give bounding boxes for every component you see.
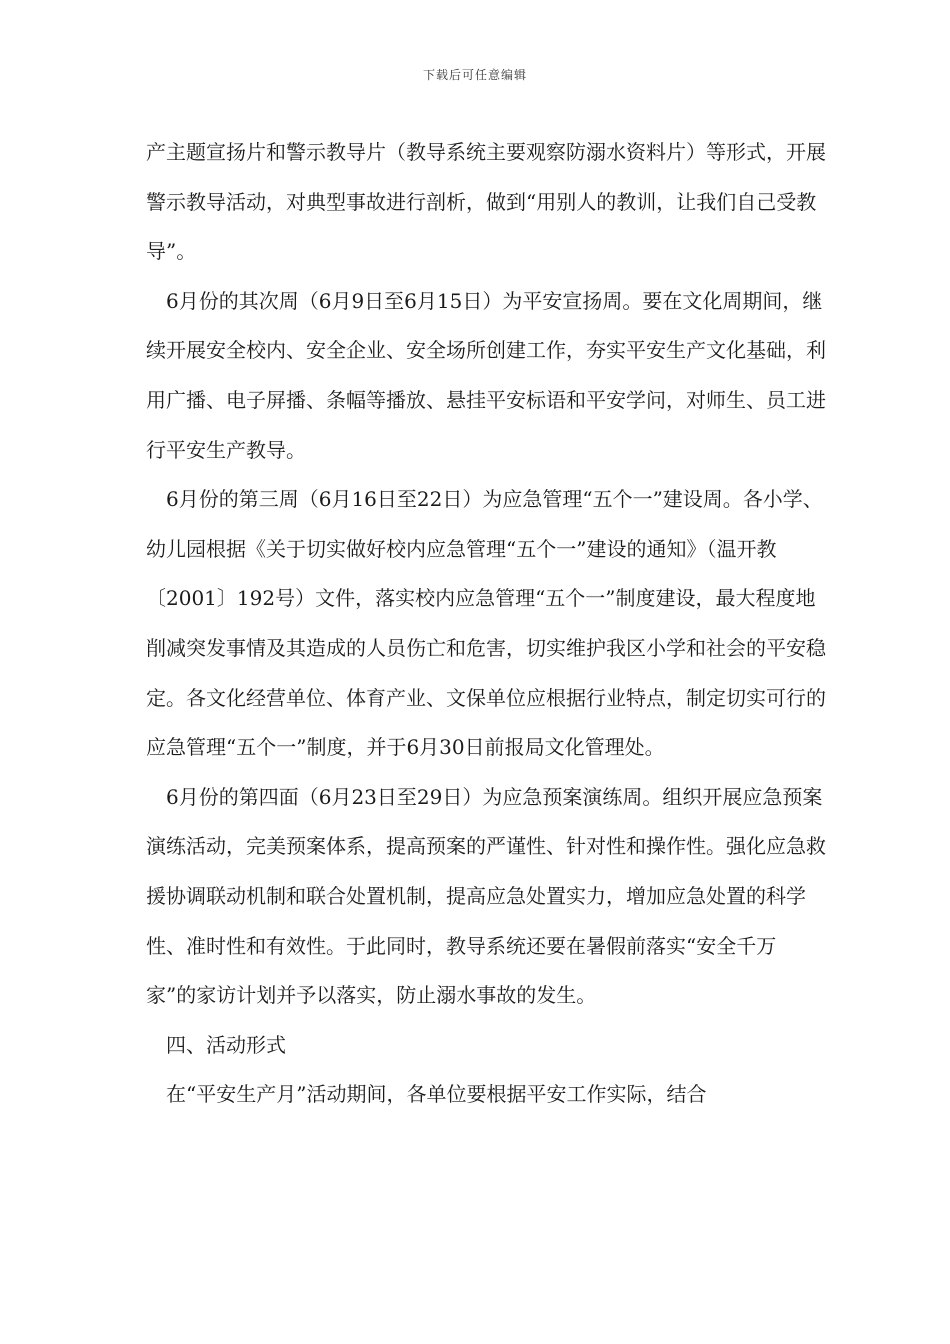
paragraph-2: 6月份的其次周（6月9日至6月15日）为平安宣扬周。要在文化周期间，继续开展安全校内、安全企业、安全场所创建工作，夯实平安生产文化基础，利用广播、电子屏播、条幅等播放、悬挂平安标语和平安学问，对师生、员工进行平安生产教导。 (146, 288, 826, 462)
paragraph-3: 6月份的第三周（6月16日至22日）为应急管理“五个一”建设周。各小学、幼儿园根据《关于切实做好校内应急管理“五个一”建设的通知》（温开教〔2001〕192号）文件，落实校内应急管理“五个一”制度建设，最大程度地削减突发事情及其造成的人员伤亡和危害，切实维护我区小学和社会的平安稳定。各文化经营单位、体育产业、文保单位应根据行业特点，制定切实可行的应急管理“五个一”制度，并于6月30日前报局文化管理处。 (146, 487, 826, 760)
document-body (146, 128, 826, 1120)
paragraph-4: 6月份的第四面（6月23日至29日）为应急预案演练周。组织开展应急预案演练活动，完美预案体系，提高预案的严谨性、针对性和操作性。强化应急救援协调联动机制和联合处置机制，提高应急处置实力，增加应急处置的科学性、准时性和有效性。于此同时，教导系统还要在暑假前落实“安全千万家”的家访计划并予以落实，防止溺水事故的发生。 (146, 784, 826, 1008)
section-heading: 四、活动形式 (166, 1032, 286, 1057)
page-header: 下载后可任意编辑 (422, 68, 527, 82)
paragraph-5: 在“平安生产月”活动期间，各单位要根据平安工作实际，结合 (166, 1082, 707, 1107)
paragraph-1: 产主题宣扬片和警示教导片（教导系统主要观察防溺水资料片）等形式，开展警示教导活动，对典型事故进行剖析，做到“用别人的教训，让我们自己受教导”。 (146, 140, 826, 264)
